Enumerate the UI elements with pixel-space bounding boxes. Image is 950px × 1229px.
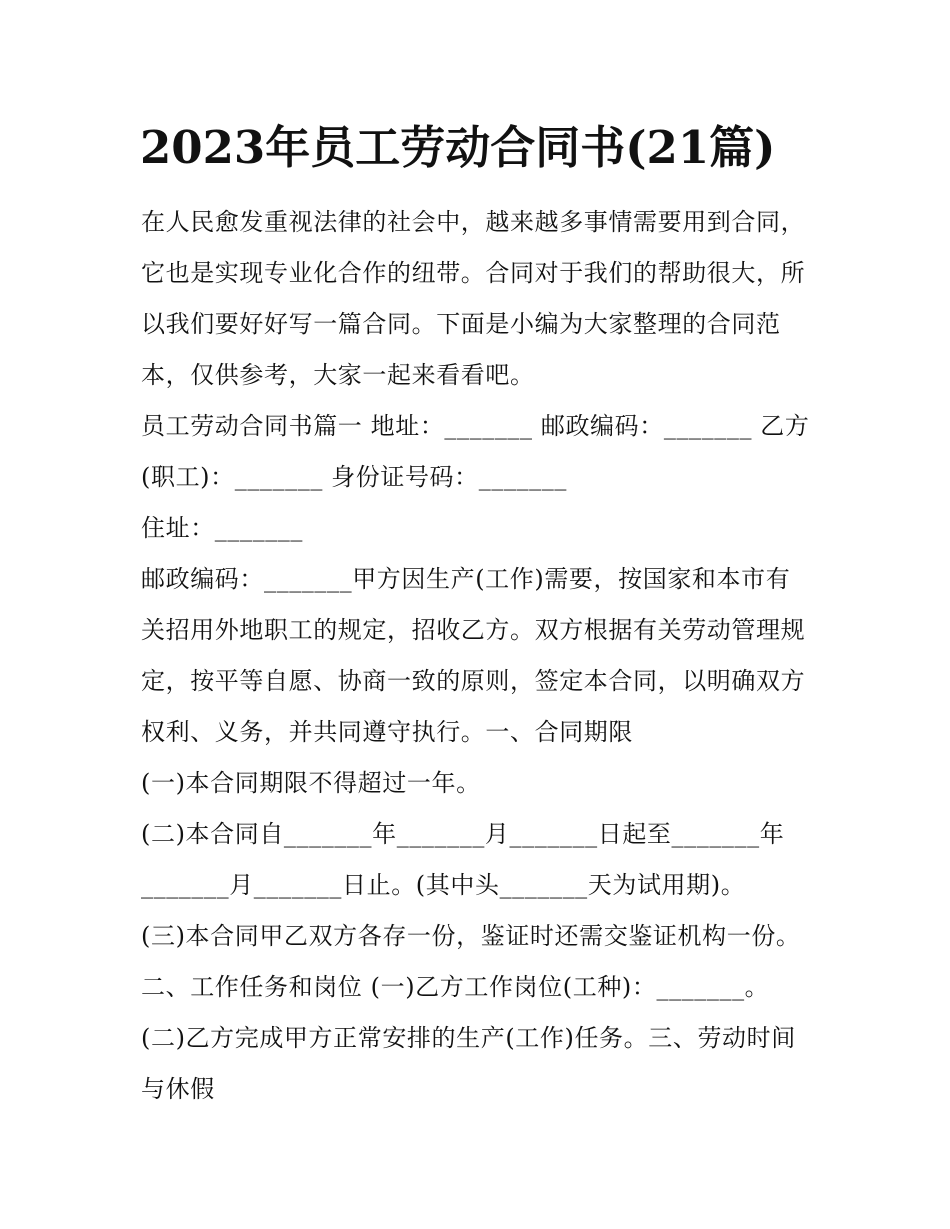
body-line-7: 住址：_______ bbox=[141, 514, 303, 542]
document-title: 2023年员工劳动合同书(21篇) bbox=[140, 121, 776, 174]
body-line-18: 与休假 bbox=[141, 1075, 215, 1103]
body-line-17: (二)乙方完成甲方正常安排的生产(工作)任务。三、劳动时间 bbox=[141, 1024, 796, 1052]
body-line-9: 关招用外地职工的规定，招收乙方。双方根据有关劳动管理规 bbox=[141, 616, 806, 644]
body-line-10: 定，按平等自愿、协商一致的原则，签定本合同，以明确双方 bbox=[141, 667, 806, 695]
body-line-3: 以我们要好好写一篇合同。下面是小编为大家整理的合同范 bbox=[141, 310, 781, 338]
body-line-8: 邮政编码：_______甲方因生产(工作)需要，按国家和本市有 bbox=[141, 565, 791, 593]
body-line-4: 本，仅供参考，大家一起来看看吧。 bbox=[141, 361, 535, 389]
body-line-13: (二)本合同自_______年_______月_______日起至_______年 bbox=[141, 820, 785, 848]
body-line-6: (职工)：_______ 身份证号码：_______ bbox=[141, 463, 567, 491]
body-line-5: 员工劳动合同书篇一 地址：_______ 邮政编码：_______ 乙方 bbox=[141, 412, 810, 440]
body-line-12: (一)本合同期限不得超过一年。 bbox=[141, 769, 481, 797]
body-line-16: 二、工作任务和岗位 (一)乙方工作岗位(工种)：_______。 bbox=[141, 973, 770, 1001]
body-line-15: (三)本合同甲乙双方各存一份，鉴证时还需交鉴证机构一份。 bbox=[141, 922, 801, 950]
body-line-2: 它也是实现专业化合作的纽带。合同对于我们的帮助很大，所 bbox=[141, 259, 806, 287]
body-line-11: 权利、义务，并共同遵守执行。一、合同期限 bbox=[141, 718, 633, 746]
body-line-14: _______月_______日止。(其中头_______天为试用期)。 bbox=[141, 871, 746, 899]
body-line-1: 在人民愈发重视法律的社会中，越来越多事情需要用到合同， bbox=[141, 208, 806, 236]
